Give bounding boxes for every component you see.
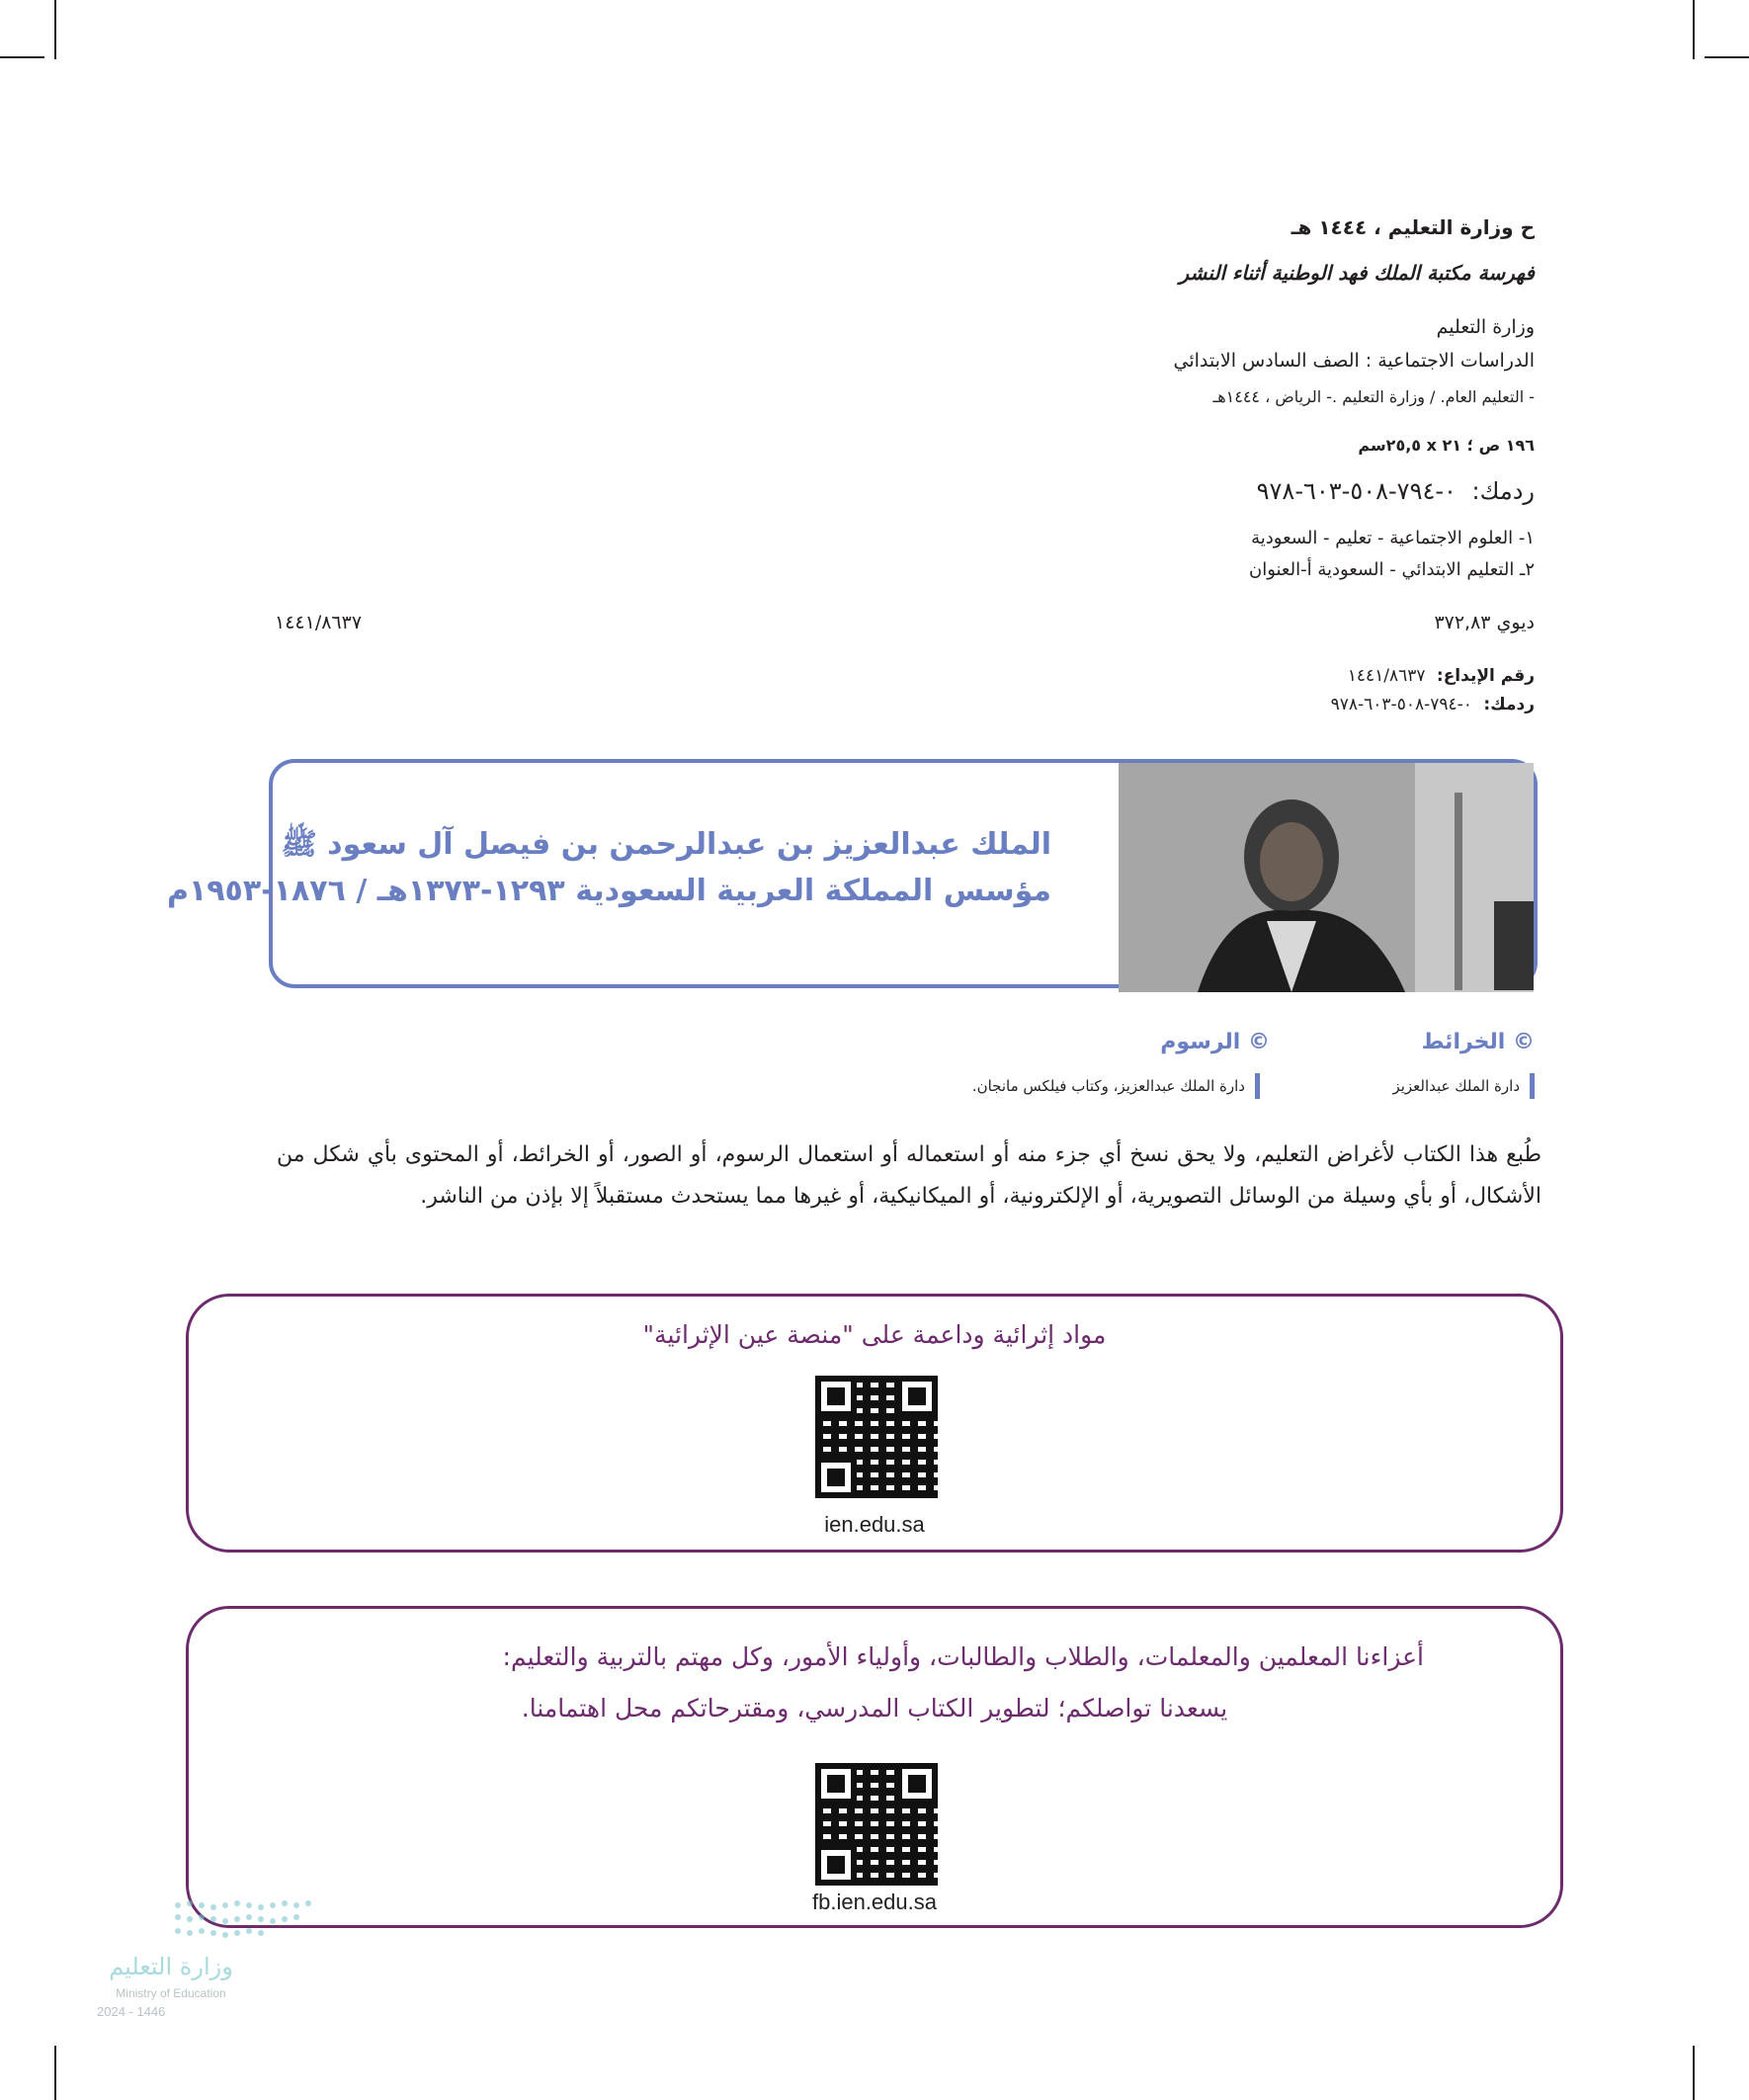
crop-mark xyxy=(54,2046,56,2100)
feedback-line-1: أعزاءنا المعلمين والمعلمات، والطلاب والطالبات، وأولياء الأمور، وكل مهتم بالتربية والتعليم: xyxy=(502,1642,1424,1671)
ien-platform-box xyxy=(186,1294,1563,1553)
credit-bar xyxy=(1255,1073,1260,1099)
logo-dots-icon xyxy=(97,1897,334,1947)
maps-credit-heading: © الخرائط xyxy=(1421,1030,1535,1054)
logo-arabic: وزارة التعليم xyxy=(109,1953,233,1980)
isbn2-label: ردمك: xyxy=(1483,695,1535,714)
ien-qr-code[interactable] xyxy=(813,1374,940,1500)
copyright-line: ح وزارة التعليم ، ١٤٤٤ هـ xyxy=(1291,215,1535,239)
deposit-value: ١٤٤١/٨٦٣٧ xyxy=(1347,666,1426,686)
dewey-label: ديوي ٣٧٢,٨٣ xyxy=(1434,612,1535,633)
deposit-label: رقم الإيداع: xyxy=(1436,666,1535,686)
feedback-url[interactable]: fb.ien.edu.sa xyxy=(812,1890,937,1914)
dewey-number: ١٤٤١/٨٦٣٧ xyxy=(275,612,363,633)
isbn2-line xyxy=(1331,695,1535,714)
crop-mark xyxy=(0,56,44,58)
pages-line: ١٩٦ ص ؛ ٢١ x ٢٥,٥سم xyxy=(1358,436,1535,455)
isbn-label: ردمك: xyxy=(1471,477,1535,505)
founder-box xyxy=(166,759,1538,988)
king-title-dates: مؤسس المملكة العربية السعودية ١٢٩٣-١٣٧٣هـ / ١٨٧٦-١٩٥٣م xyxy=(166,874,1051,908)
king-portrait-illustration xyxy=(1119,763,1534,992)
subject-1: ١- العلوم الاجتماعية - تعليم - السعودية xyxy=(1251,528,1535,548)
crop-mark xyxy=(1705,56,1749,58)
deposit-line xyxy=(1348,666,1535,686)
subject-2: ٢ـ التعليم الابتدائي - السعودية أ-العنوان xyxy=(1248,559,1535,580)
isbn-value: ٠-٧٩٤-٥٠٨-٦٠٣-٩٧٨ xyxy=(1256,477,1457,505)
credit-bar xyxy=(1530,1073,1535,1099)
feedback-box xyxy=(186,1606,1563,1928)
crop-mark xyxy=(1693,2046,1695,2100)
logo-year: 2024 - 1446 xyxy=(97,2004,166,2019)
ministry-logo xyxy=(97,1897,334,2036)
maps-credit-source: دارة الملك عبدالعزيز xyxy=(1392,1077,1520,1095)
drawings-credit-row xyxy=(972,1073,1260,1099)
drawings-credit-source: دارة الملك عبدالعزيز، وكتاب فيلكس مانجان. xyxy=(971,1077,1245,1095)
king-abdulaziz-photo xyxy=(1119,763,1534,984)
cataloging-title: فهرسة مكتبة الملك فهد الوطنية أثناء النشر xyxy=(1179,261,1535,285)
feedback-qr-code[interactable] xyxy=(813,1761,940,1888)
isbn2-value: ٠-٧٩٤-٥٠٨-٦٠٣-٩٧٨ xyxy=(1330,695,1472,714)
ien-url[interactable]: ien.edu.sa xyxy=(824,1512,925,1537)
king-name: الملك عبدالعزيز بن عبدالرحمن بن فيصل آل سعود ﷺ xyxy=(281,827,1051,862)
ien-heading: مواد إثرائية وداعمة على "منصة عين الإثرائية" xyxy=(642,1320,1107,1349)
logo-english: Ministry of Education xyxy=(116,1986,226,2000)
rights-notice: طُبع هذا الكتاب لأغراض التعليم، ولا يحق نسخ أي جزء منه أو استعماله أو استعمال الرسوم، أو الصور، أو الخرائط، أو المحتوى بأي شكل من الأشكال، أو بأي وسيلة من الوسائل التصويرية، أو الإلكترونية، أو الميكانيكية، أو غيرها مما يستحدث مستقبلاً إلا بإذن من الناشر. xyxy=(277,1142,1541,1209)
drawings-credit-heading: © الرسوم xyxy=(1160,1030,1270,1054)
feedback-line-2: يسعدنا تواصلكم؛ لتطوير الكتاب المدرسي، ومقترحاتكم محل اهتمامنا. xyxy=(521,1694,1228,1722)
crop-mark xyxy=(54,0,56,59)
maps-credit-row xyxy=(1392,1073,1535,1099)
series-line: - التعليم العام. / وزارة التعليم .- الرياض ، ١٤٤٤هـ xyxy=(1212,387,1535,406)
crop-mark xyxy=(1693,0,1695,59)
publisher: وزارة التعليم xyxy=(1436,316,1535,338)
isbn-line xyxy=(1257,477,1535,505)
book-title: الدراسات الاجتماعية : الصف السادس الابتدائي xyxy=(1173,350,1535,372)
